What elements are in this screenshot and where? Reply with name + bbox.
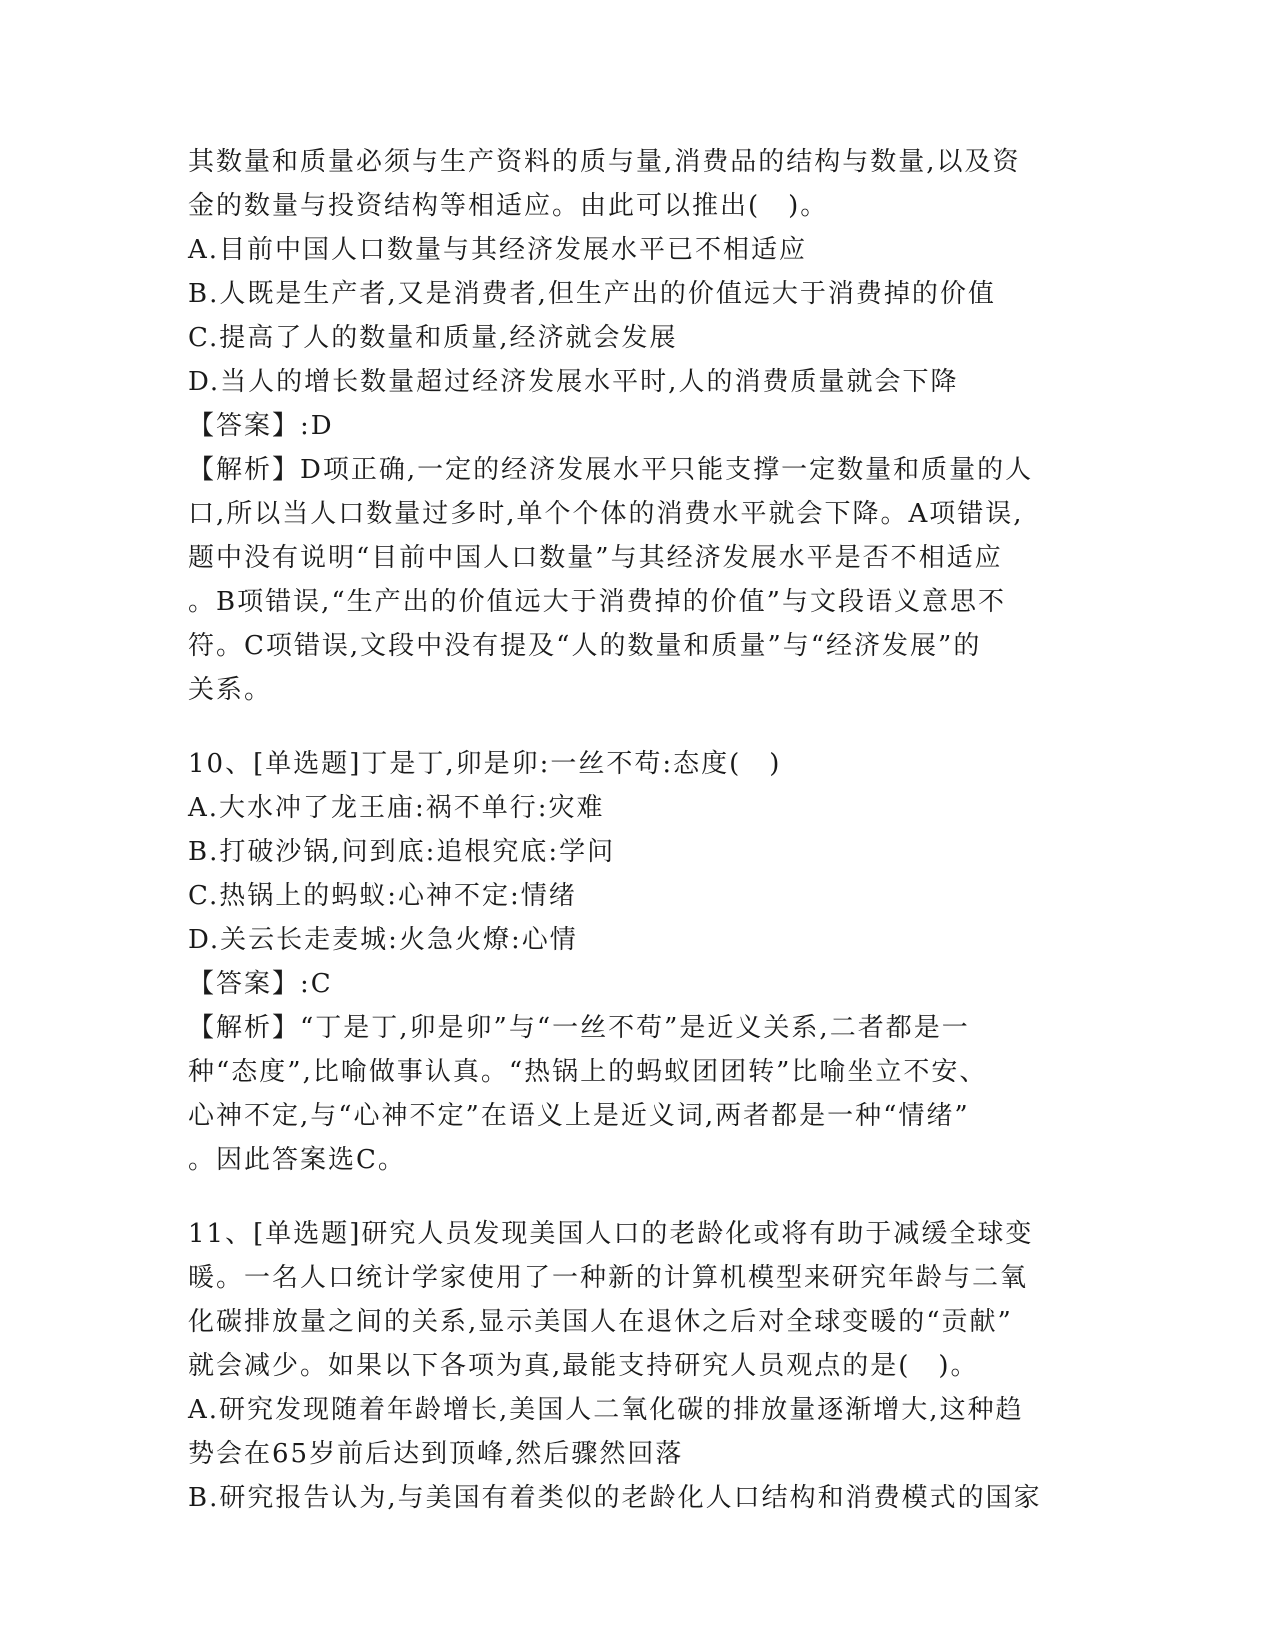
question-9-continued [188,140,1088,712]
q10-option-b: B.打破沙锅,问到底:追根究底:学问 [188,837,616,867]
q10-option-c: C.热锅上的蚂蚁:心神不定:情绪 [188,881,577,911]
q9-option-c: C.提高了人的数量和质量,经济就会发展 [188,323,678,353]
q9-answer: 【答案】:D [188,411,334,441]
q11-option-a-cont: 势会在65岁前后达到顶峰,然后骤然回落 [188,1439,684,1469]
q10-option-d: D.关云长走麦城:火急火燎:心情 [188,925,578,955]
q9-option-a: A.目前中国人口数量与其经济发展水平已不相适应 [188,235,808,265]
q10-stem: 10、[单选题]丁是丁,卯是卯:一丝不苟:态度( ) [188,749,782,779]
question-spacer [188,712,1088,742]
q9-option-b: B.人既是生产者,又是消费者,但生产出的价值远大于消费掉的价值 [188,279,996,309]
document-page [188,140,1088,1520]
q11-option-b: B.研究报告认为,与美国有着类似的老龄化人口结构和消费模式的国家 [188,1483,1042,1513]
q9-option-d: D.当人的增长数量超过经济发展水平时,人的消费质量就会下降 [188,367,959,397]
q11-stem-line: 就会减少。如果以下各项为真,最能支持研究人员观点的是( )。 [188,1351,979,1381]
q10-analysis-line: 【解析】“丁是丁,卯是卯”与“一丝不苟”是近义关系,二者都是一 [188,1013,970,1043]
q9-analysis-line: 【解析】D项正确,一定的经济发展水平只能支撑一定数量和质量的人 [188,455,1034,485]
q10-analysis-line: 。因此答案选C。 [188,1145,406,1175]
q9-stem-line: 其数量和质量必须与生产资料的质与量,消费品的结构与数量,以及资 [188,147,1021,177]
q11-stem-line: 11、[单选题]研究人员发现美国人口的老龄化或将有助于减缓全球变 [188,1219,1034,1249]
q11-stem-line: 暖。一名人口统计学家使用了一种新的计算机模型来研究年龄与二氧 [188,1263,1029,1293]
q9-analysis-line: 题中没有说明“目前中国人口数量”与其经济发展水平是否不相适应 [188,543,1003,573]
q10-option-a: A.大水冲了龙王庙:祸不单行:灾难 [188,793,605,823]
q11-option-a: A.研究发现随着年龄增长,美国人二氧化碳的排放量逐渐增大,这种趋 [188,1395,1024,1425]
q10-answer: 【答案】:C [188,969,333,999]
q9-analysis-line: 。B项错误,“生产出的价值远大于消费掉的价值”与文段语义意思不 [188,587,1006,617]
question-10 [188,742,1088,1182]
question-spacer [188,1182,1088,1212]
question-11 [188,1212,1088,1520]
q11-stem-line: 化碳排放量之间的关系,显示美国人在退休之后对全球变暖的“贡献” [188,1307,1013,1337]
q9-analysis-line: 关系。 [188,675,273,705]
q9-analysis-line: 符。C项错误,文段中没有提及“人的数量和质量”与“经济发展”的 [188,631,982,661]
q9-analysis-line: 口,所以当人口数量过多时,单个个体的消费水平就会下降。A项错误, [188,499,1024,529]
q10-analysis-line: 种“态度”,比喻做事认真。“热锅上的蚂蚁团团转”比喻坐立不安、 [188,1057,988,1087]
q9-stem-line: 金的数量与投资结构等相适应。由此可以推出( )。 [188,191,829,221]
q10-analysis-line: 心神不定,与“心神不定”在语义上是近义词,两者都是一种“情绪” [188,1101,970,1131]
